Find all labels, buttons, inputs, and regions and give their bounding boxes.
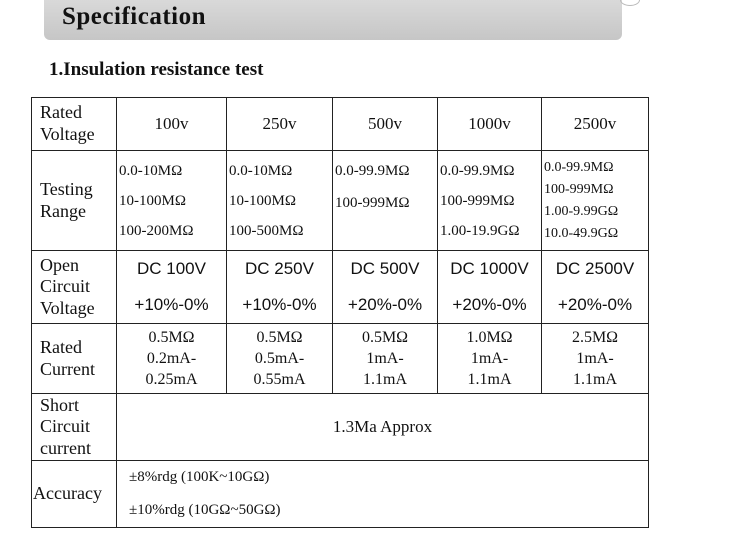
range-line: 0.0-10MΩ bbox=[229, 162, 293, 179]
range-line: 100-999MΩ bbox=[335, 195, 410, 211]
testing-range-cell bbox=[117, 151, 227, 251]
ocv-voltage: DC 500V bbox=[350, 259, 420, 278]
range-line: 1.00-9.99GΩ bbox=[544, 203, 619, 219]
range-line: 0.0-99.9MΩ bbox=[440, 162, 515, 179]
current-line: 1.1mA bbox=[363, 371, 407, 388]
current-line: 0.2mA- bbox=[146, 350, 197, 367]
range-line: 100-999MΩ bbox=[544, 181, 614, 197]
testing-range-cell bbox=[542, 151, 649, 251]
range-line: 1.00-19.9GΩ bbox=[440, 222, 520, 239]
title-banner bbox=[44, 0, 622, 40]
current-line: 0.5MΩ bbox=[256, 329, 303, 346]
range-line: 100-999MΩ bbox=[440, 192, 515, 209]
accuracy-line: ±10%rdg (10GΩ~50GΩ) bbox=[129, 502, 281, 518]
rated-current-cell bbox=[542, 324, 649, 394]
ocv-cell bbox=[438, 251, 542, 324]
page-title: Specification bbox=[62, 3, 206, 30]
rated-current-cell bbox=[438, 324, 542, 394]
row-open-circuit-voltage bbox=[32, 251, 649, 324]
current-line: 0.55mA bbox=[253, 371, 306, 388]
spec-table bbox=[31, 97, 649, 528]
ocv-voltage: DC 2500V bbox=[555, 259, 635, 278]
ocv-tolerance: +20%-0% bbox=[347, 295, 423, 314]
rated-voltage-cell: 2500v bbox=[542, 98, 649, 151]
section-heading: 1.Insulation resistance test bbox=[49, 59, 264, 80]
current-line: 2.5MΩ bbox=[571, 329, 619, 346]
ocv-cell bbox=[333, 251, 438, 324]
current-line: 0.25mA bbox=[145, 371, 198, 388]
ocv-cell bbox=[117, 251, 227, 324]
row-accuracy bbox=[32, 461, 649, 528]
testing-range-cell bbox=[333, 151, 438, 251]
row-rated-current bbox=[32, 324, 649, 394]
corner-decoration bbox=[620, 0, 640, 6]
range-line: 0.0-10MΩ bbox=[119, 162, 183, 179]
short-circuit-current-value: 1.3Ma Approx bbox=[117, 394, 649, 461]
ocv-voltage: DC 1000V bbox=[450, 259, 529, 278]
rated-current-cell bbox=[227, 324, 333, 394]
short-circuit-current-label: Short Circuit current bbox=[32, 394, 117, 461]
rated-current-cell bbox=[117, 324, 227, 394]
ocv-tolerance: +10%-0% bbox=[242, 295, 317, 314]
row-testing-range bbox=[32, 151, 649, 251]
rated-voltage-label: Rated Voltage bbox=[32, 98, 117, 151]
range-line: 0.0-99.9MΩ bbox=[544, 159, 614, 175]
range-line: 10.0-49.9GΩ bbox=[544, 225, 619, 241]
range-line: 10-100MΩ bbox=[229, 192, 296, 209]
range-line: 10-100MΩ bbox=[119, 192, 186, 209]
open-circuit-voltage-label: Open Circuit Voltage bbox=[32, 251, 117, 324]
current-line: 1mA- bbox=[470, 350, 509, 367]
current-line: 1.0MΩ bbox=[466, 329, 513, 346]
current-line: 1.1mA bbox=[573, 371, 617, 388]
accuracy-line: ±8%rdg (100K~10GΩ) bbox=[129, 469, 270, 485]
ocv-voltage: DC 250V bbox=[245, 259, 314, 278]
ocv-tolerance: +10%-0% bbox=[134, 295, 209, 314]
current-line: 1mA- bbox=[366, 350, 404, 367]
ocv-tolerance: +20%-0% bbox=[557, 295, 633, 314]
row-short-circuit-current bbox=[32, 394, 649, 461]
current-line: 0.5MΩ bbox=[361, 329, 409, 346]
testing-range-cell bbox=[438, 151, 542, 251]
range-line: 100-200MΩ bbox=[119, 222, 194, 239]
row-rated-voltage bbox=[32, 98, 649, 151]
accuracy-label: Accuracy bbox=[32, 461, 117, 528]
rated-voltage-cell: 100v bbox=[117, 98, 227, 151]
rated-current-cell bbox=[333, 324, 438, 394]
current-line: 1.1mA bbox=[467, 371, 512, 388]
rated-voltage-cell: 250v bbox=[227, 98, 333, 151]
rated-voltage-cell: 1000v bbox=[438, 98, 542, 151]
ocv-voltage: DC 100V bbox=[137, 259, 206, 278]
range-line: 0.0-99.9MΩ bbox=[335, 163, 410, 179]
current-line: 0.5mA- bbox=[254, 350, 305, 367]
rated-current-label: Rated Current bbox=[32, 324, 117, 394]
accuracy-cell bbox=[117, 461, 649, 528]
ocv-cell bbox=[542, 251, 649, 324]
ocv-tolerance: +20%-0% bbox=[452, 295, 527, 314]
testing-range-label: Testing Range bbox=[32, 151, 117, 251]
rated-voltage-cell: 500v bbox=[333, 98, 438, 151]
ocv-cell bbox=[227, 251, 333, 324]
range-line: 100-500MΩ bbox=[229, 222, 304, 239]
current-line: 0.5MΩ bbox=[148, 329, 195, 346]
current-line: 1mA- bbox=[576, 350, 614, 367]
testing-range-cell bbox=[227, 151, 333, 251]
